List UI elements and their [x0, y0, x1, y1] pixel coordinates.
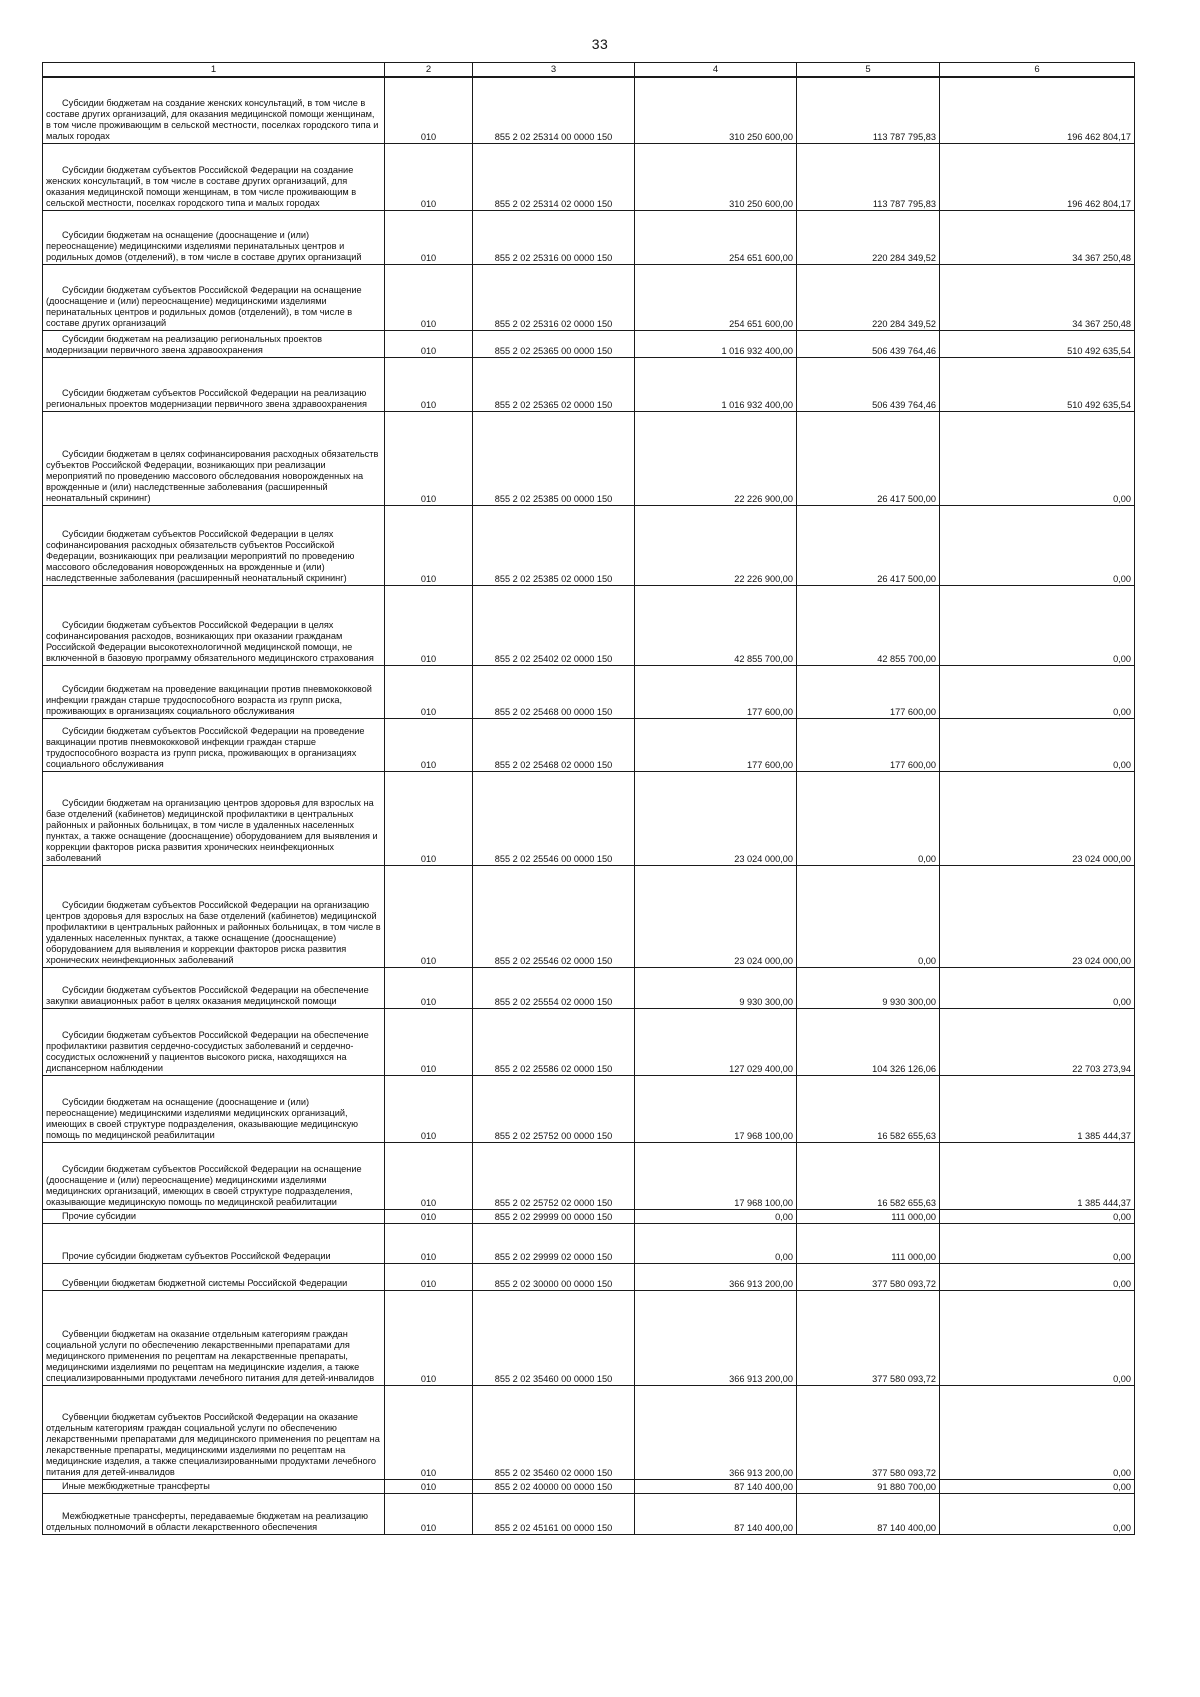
row-amount-col5: 91 880 700,00 — [797, 1479, 940, 1493]
row-name: Субсидии бюджетам субъектов Российской Федерации на оснащение (дооснащение и (или) переоснащение) медицинскими изделиями медицинских организаций, имеющих в своей структуре подразделения, оказывающие медицинскую помощь по медицинской реабилитации — [43, 1142, 385, 1209]
table-row — [43, 1479, 1135, 1493]
row-amount-col6: 0,00 — [940, 1263, 1135, 1290]
row-amount-col6: 510 492 635,54 — [940, 357, 1135, 411]
row-code: 010 — [385, 210, 473, 264]
row-amount-col4: 87 140 400,00 — [635, 1479, 797, 1493]
table-row — [43, 1142, 1135, 1209]
column-header: 5 — [797, 63, 940, 78]
table-row — [43, 1385, 1135, 1479]
row-amount-col4: 366 913 200,00 — [635, 1290, 797, 1385]
row-code: 010 — [385, 1223, 473, 1263]
row-amount-col6: 0,00 — [940, 1493, 1135, 1534]
row-amount-col5: 0,00 — [797, 771, 940, 865]
row-amount-col4: 254 651 600,00 — [635, 210, 797, 264]
row-code: 010 — [385, 967, 473, 1008]
row-name: Субсидии бюджетам субъектов Российской Федерации на обеспечение закупки авиационных работ в целях оказания медицинской помощи — [43, 967, 385, 1008]
row-name: Субсидии бюджетам на оснащение (дооснащение и (или) переоснащение) медицинскими изделиями перинатальных центров и родильных домов (отделений), в том числе в составе других организаций — [43, 210, 385, 264]
row-code: 010 — [385, 1493, 473, 1534]
row-amount-col4: 0,00 — [635, 1209, 797, 1223]
table-row — [43, 1008, 1135, 1075]
row-amount-col6: 510 492 635,54 — [940, 330, 1135, 357]
row-amount-col6: 196 462 804,17 — [940, 77, 1135, 143]
table-row — [43, 771, 1135, 865]
row-amount-col4: 127 029 400,00 — [635, 1008, 797, 1075]
row-name: Межбюджетные трансферты, передаваемые бюджетам на реализацию отдельных полномочий в области лекарственного обеспечения — [43, 1493, 385, 1534]
row-amount-col6: 34 367 250,48 — [940, 264, 1135, 330]
row-name: Субсидии бюджетам на организацию центров здоровья для взрослых на базе отделений (кабинетов) медицинской профилактики в центральных районных и районных больницах, в том числе в удаленных населенных пунктах, а также оснащение (дооснащение) оборудованием для выявления и коррекции факторов риска развития хронических неинфекционных заболеваний — [43, 771, 385, 865]
row-amount-col6: 0,00 — [940, 1385, 1135, 1479]
row-kbk: 855 2 02 25554 02 0000 150 — [473, 967, 635, 1008]
row-amount-col5: 104 326 126,06 — [797, 1008, 940, 1075]
row-name: Субсидии бюджетам на проведение вакцинации против пневмококковой инфекции граждан старше трудоспособного возраста из групп риска, проживающих в организациях социального обслуживания — [43, 665, 385, 718]
row-amount-col4: 1 016 932 400,00 — [635, 330, 797, 357]
column-header: 1 — [43, 63, 385, 78]
table-row — [43, 264, 1135, 330]
row-name: Субвенции бюджетам субъектов Российской Федерации на оказание отдельным категориям граждан социальной услуги по обеспечению лекарственными препаратами для медицинского применения по рецептам на лекарственные препараты, медицинскими изделиями по рецептам на медицинские изделия, а также специализированными продуктами лечебного питания для детей-инвалидов — [43, 1385, 385, 1479]
row-amount-col6: 0,00 — [940, 718, 1135, 771]
row-code: 010 — [385, 1290, 473, 1385]
row-code: 010 — [385, 865, 473, 967]
row-code: 010 — [385, 1008, 473, 1075]
row-amount-col5: 506 439 764,46 — [797, 330, 940, 357]
row-amount-col5: 177 600,00 — [797, 718, 940, 771]
row-code: 010 — [385, 771, 473, 865]
row-name: Субсидии бюджетам на реализацию региональных проектов модернизации первичного звена здравоохранения — [43, 330, 385, 357]
row-code: 010 — [385, 1479, 473, 1493]
row-kbk: 855 2 02 25468 00 0000 150 — [473, 665, 635, 718]
row-amount-col6: 23 024 000,00 — [940, 865, 1135, 967]
row-name: Субсидии бюджетам субъектов Российской Федерации на реализацию региональных проектов модернизации первичного звена здравоохранения — [43, 357, 385, 411]
row-amount-col4: 9 930 300,00 — [635, 967, 797, 1008]
row-amount-col6: 0,00 — [940, 411, 1135, 505]
table-row — [43, 210, 1135, 264]
row-kbk: 855 2 02 45161 00 0000 150 — [473, 1493, 635, 1534]
row-kbk: 855 2 02 25316 02 0000 150 — [473, 264, 635, 330]
budget-table — [42, 62, 1135, 1535]
row-amount-col5: 42 855 700,00 — [797, 585, 940, 665]
table-row — [43, 967, 1135, 1008]
row-amount-col6: 0,00 — [940, 585, 1135, 665]
row-kbk: 855 2 02 25468 02 0000 150 — [473, 718, 635, 771]
row-kbk: 855 2 02 25314 00 0000 150 — [473, 77, 635, 143]
row-kbk: 855 2 02 25365 02 0000 150 — [473, 357, 635, 411]
column-header: 3 — [473, 63, 635, 78]
row-code: 010 — [385, 1209, 473, 1223]
table-row — [43, 585, 1135, 665]
row-name: Субсидии бюджетам субъектов Российской Федерации в целях софинансирования расходов, возникающих при оказании гражданам Российской Федерации высокотехнологичной медицинской помощи, не включенной в базовую программу обязательного медицинского страхования — [43, 585, 385, 665]
row-name: Субсидии бюджетам субъектов Российской Федерации на создание женских консультаций, в том числе в составе других организаций, для оказания медицинской помощи женщинам, в том числе проживающим в сельской местности, поселках городского типа и малых городах — [43, 143, 385, 210]
table-row — [43, 77, 1135, 143]
table-row — [43, 330, 1135, 357]
row-kbk: 855 2 02 25546 00 0000 150 — [473, 771, 635, 865]
row-amount-col6: 196 462 804,17 — [940, 143, 1135, 210]
row-amount-col5: 26 417 500,00 — [797, 411, 940, 505]
row-name: Субсидии бюджетам в целях софинансирования расходных обязательств субъектов Российской Федерации, возникающих при реализации мероприятий по проведению массового обследования новорожденных на врожденные и (или) наследственные заболевания (расширенный неонатальный скрининг) — [43, 411, 385, 505]
row-amount-col4: 1 016 932 400,00 — [635, 357, 797, 411]
row-name: Субсидии бюджетам субъектов Российской Федерации на обеспечение профилактики развития сердечно-сосудистых заболеваний и сердечно-сосудистых осложнений у пациентов высокого риска, находящихся на диспансерном наблюдении — [43, 1008, 385, 1075]
row-amount-col5: 26 417 500,00 — [797, 505, 940, 585]
row-kbk: 855 2 02 35460 02 0000 150 — [473, 1385, 635, 1479]
table-row — [43, 665, 1135, 718]
row-kbk: 855 2 02 25314 02 0000 150 — [473, 143, 635, 210]
row-name: Субсидии бюджетам субъектов Российской Федерации в целях софинансирования расходных обязательств субъектов Российской Федерации, возникающих при реализации мероприятий по проведению массового обследования новорожденных на врожденные и (или) наследственные заболевания (расширенный неонатальный скрининг) — [43, 505, 385, 585]
column-header: 2 — [385, 63, 473, 78]
row-code: 010 — [385, 1142, 473, 1209]
row-name: Субсидии бюджетам субъектов Российской Федерации на проведение вакцинации против пневмококковой инфекции граждан старше трудоспособного возраста из групп риска, проживающих в организациях социального обслуживания — [43, 718, 385, 771]
row-kbk: 855 2 02 25546 02 0000 150 — [473, 865, 635, 967]
row-amount-col5: 506 439 764,46 — [797, 357, 940, 411]
row-amount-col4: 17 968 100,00 — [635, 1075, 797, 1142]
row-amount-col5: 0,00 — [797, 865, 940, 967]
row-kbk: 855 2 02 29999 00 0000 150 — [473, 1209, 635, 1223]
row-code: 010 — [385, 505, 473, 585]
row-kbk: 855 2 02 30000 00 0000 150 — [473, 1263, 635, 1290]
row-amount-col4: 366 913 200,00 — [635, 1263, 797, 1290]
row-amount-col6: 0,00 — [940, 967, 1135, 1008]
row-amount-col4: 254 651 600,00 — [635, 264, 797, 330]
row-name: Субсидии бюджетам на создание женских консультаций, в том числе в составе других организаций, для оказания медицинской помощи женщинам, в том числе проживающим в сельской местности, поселках городского типа и малых городах — [43, 77, 385, 143]
row-code: 010 — [385, 718, 473, 771]
row-amount-col6: 1 385 444,37 — [940, 1142, 1135, 1209]
table-row — [43, 718, 1135, 771]
row-code: 010 — [385, 1263, 473, 1290]
row-amount-col6: 34 367 250,48 — [940, 210, 1135, 264]
row-code: 010 — [385, 665, 473, 718]
row-code: 010 — [385, 264, 473, 330]
row-amount-col4: 87 140 400,00 — [635, 1493, 797, 1534]
row-code: 010 — [385, 1075, 473, 1142]
column-header: 6 — [940, 63, 1135, 78]
row-amount-col6: 0,00 — [940, 505, 1135, 585]
row-name: Субвенции бюджетам на оказание отдельным категориям граждан социальной услуги по обеспечению лекарственными препаратами для медицинского применения по рецептам на лекарственные препараты, медицинскими изделиями по рецептам на медицинские изделия, а также специализированными продуктами лечебного питания для детей-инвалидов — [43, 1290, 385, 1385]
row-amount-col6: 23 024 000,00 — [940, 771, 1135, 865]
table-row — [43, 411, 1135, 505]
table-row — [43, 1209, 1135, 1223]
row-amount-col5: 377 580 093,72 — [797, 1290, 940, 1385]
row-kbk: 855 2 02 40000 00 0000 150 — [473, 1479, 635, 1493]
row-kbk: 855 2 02 25365 00 0000 150 — [473, 330, 635, 357]
table-row — [43, 1290, 1135, 1385]
row-amount-col6: 0,00 — [940, 1209, 1135, 1223]
row-code: 010 — [385, 330, 473, 357]
row-amount-col5: 113 787 795,83 — [797, 143, 940, 210]
row-amount-col4: 17 968 100,00 — [635, 1142, 797, 1209]
page-number: 33 — [591, 36, 609, 52]
row-amount-col6: 0,00 — [940, 1223, 1135, 1263]
row-amount-col4: 310 250 600,00 — [635, 143, 797, 210]
row-kbk: 855 2 02 25752 02 0000 150 — [473, 1142, 635, 1209]
row-code: 010 — [385, 1385, 473, 1479]
row-amount-col5: 9 930 300,00 — [797, 967, 940, 1008]
row-amount-col4: 177 600,00 — [635, 718, 797, 771]
row-name: Субсидии бюджетам на оснащение (дооснащение и (или) переоснащение) медицинскими изделиями медицинских организаций, имеющих в своей структуре подразделения, оказывающие медицинскую помощь по медицинской реабилитации — [43, 1075, 385, 1142]
row-amount-col6: 0,00 — [940, 1290, 1135, 1385]
row-kbk: 855 2 02 35460 00 0000 150 — [473, 1290, 635, 1385]
row-amount-col5: 111 000,00 — [797, 1223, 940, 1263]
row-amount-col5: 111 000,00 — [797, 1209, 940, 1223]
row-kbk: 855 2 02 25316 00 0000 150 — [473, 210, 635, 264]
row-kbk: 855 2 02 25752 00 0000 150 — [473, 1075, 635, 1142]
table-row — [43, 1075, 1135, 1142]
row-name: Прочие субсидии — [43, 1209, 385, 1223]
row-code: 010 — [385, 357, 473, 411]
row-code: 010 — [385, 77, 473, 143]
row-kbk: 855 2 02 25402 02 0000 150 — [473, 585, 635, 665]
row-amount-col5: 87 140 400,00 — [797, 1493, 940, 1534]
row-amount-col5: 177 600,00 — [797, 665, 940, 718]
row-amount-col4: 22 226 900,00 — [635, 411, 797, 505]
row-amount-col5: 113 787 795,83 — [797, 77, 940, 143]
row-code: 010 — [385, 585, 473, 665]
row-name: Субвенции бюджетам бюджетной системы Российской Федерации — [43, 1263, 385, 1290]
row-name: Субсидии бюджетам субъектов Российской Федерации на организацию центров здоровья для взрослых на базе отделений (кабинетов) медицинской профилактики в центральных районных и районных больницах, в том числе в удаленных населенных пунктах, а также оснащение (дооснащение) оборудованием для выявления и коррекции факторов риска развития хронических неинфекционных заболеваний — [43, 865, 385, 967]
row-name: Иные межбюджетные трансферты — [43, 1479, 385, 1493]
row-code: 010 — [385, 411, 473, 505]
row-amount-col5: 377 580 093,72 — [797, 1263, 940, 1290]
row-amount-col4: 42 855 700,00 — [635, 585, 797, 665]
row-amount-col6: 22 703 273,94 — [940, 1008, 1135, 1075]
row-amount-col4: 177 600,00 — [635, 665, 797, 718]
table-row — [43, 505, 1135, 585]
row-name: Прочие субсидии бюджетам субъектов Российской Федерации — [43, 1223, 385, 1263]
table-row — [43, 1223, 1135, 1263]
table-row — [43, 1263, 1135, 1290]
table-row — [43, 1493, 1135, 1534]
row-amount-col4: 23 024 000,00 — [635, 865, 797, 967]
row-name: Субсидии бюджетам субъектов Российской Федерации на оснащение (дооснащение и (или) переоснащение) медицинскими изделиями перинатальных центров и родильных домов (отделений), в том числе в составе других организаций — [43, 264, 385, 330]
row-amount-col4: 0,00 — [635, 1223, 797, 1263]
row-code: 010 — [385, 143, 473, 210]
row-amount-col4: 22 226 900,00 — [635, 505, 797, 585]
row-amount-col5: 220 284 349,52 — [797, 264, 940, 330]
row-amount-col4: 366 913 200,00 — [635, 1385, 797, 1479]
row-amount-col6: 0,00 — [940, 1479, 1135, 1493]
row-amount-col5: 16 582 655,63 — [797, 1142, 940, 1209]
row-kbk: 855 2 02 29999 02 0000 150 — [473, 1223, 635, 1263]
header-row — [43, 63, 1135, 78]
table-row — [43, 143, 1135, 210]
row-amount-col5: 16 582 655,63 — [797, 1075, 940, 1142]
table-row — [43, 865, 1135, 967]
row-amount-col4: 23 024 000,00 — [635, 771, 797, 865]
row-kbk: 855 2 02 25385 00 0000 150 — [473, 411, 635, 505]
row-kbk: 855 2 02 25385 02 0000 150 — [473, 505, 635, 585]
table-row — [43, 357, 1135, 411]
row-amount-col5: 220 284 349,52 — [797, 210, 940, 264]
column-header: 4 — [635, 63, 797, 78]
row-kbk: 855 2 02 25586 02 0000 150 — [473, 1008, 635, 1075]
row-amount-col5: 377 580 093,72 — [797, 1385, 940, 1479]
row-amount-col6: 0,00 — [940, 665, 1135, 718]
row-amount-col4: 310 250 600,00 — [635, 77, 797, 143]
row-amount-col6: 1 385 444,37 — [940, 1075, 1135, 1142]
